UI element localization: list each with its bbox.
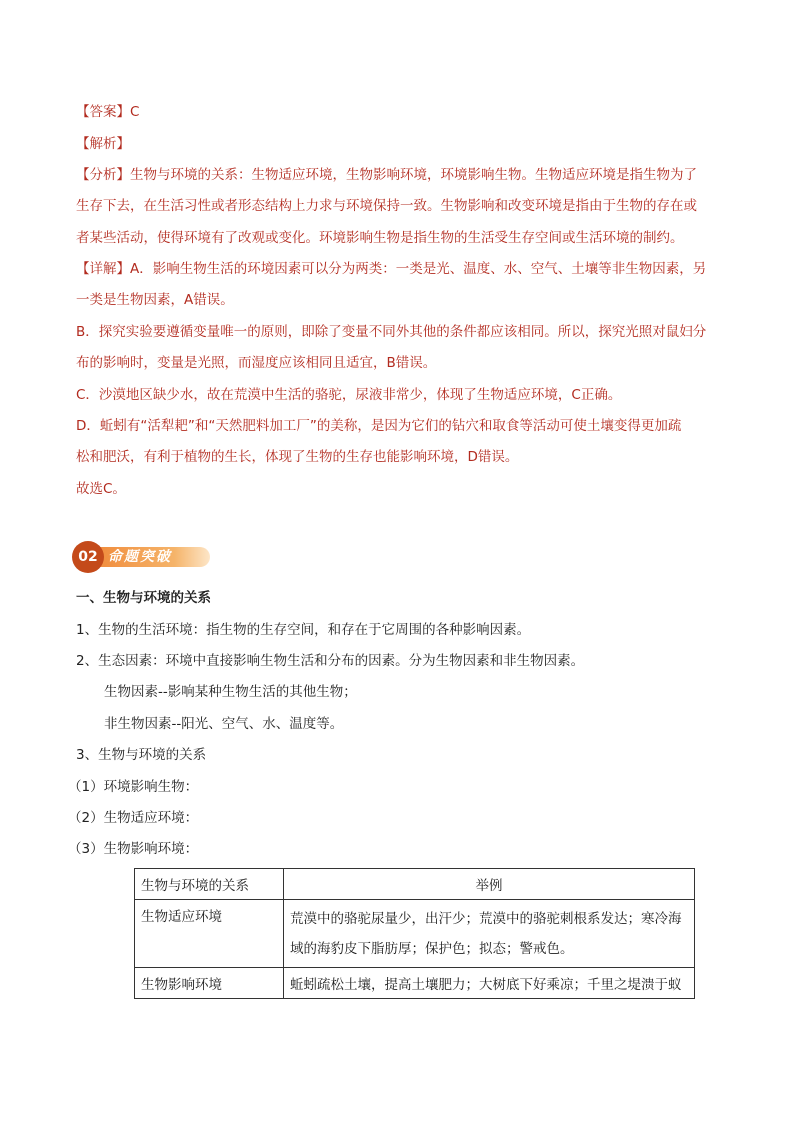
relationship-table <box>134 868 695 999</box>
xiangjie-line-6: D．蚯蚓有“活犁耙”和“天然肥料加工厂”的美称，是因为它们的钻穴和取食等活动可使土壤变得更加疏 <box>76 418 682 434</box>
xiangjie-text: A．影响生物生活的环境因素可以分为两类：一类是光、温度、水、空气、土壤等非生物因素，另 <box>130 261 707 277</box>
xiangjie-line-2: 一类是生物因素，A错误。 <box>76 292 234 308</box>
table-header-cell: 举例 <box>284 869 695 900</box>
section-item-5: 3、生物与环境的关系 <box>76 747 207 763</box>
section-item-2: 2、生态因素：环境中直接影响生物生活和分布的因素。分为生物因素和非生物因素。 <box>76 653 585 669</box>
xiangjie-line-3: B．探究实验要遵循变量唯一的原则，即除了变量不同外其他的条件都应该相同。所以，探究光照对鼠妇分 <box>76 324 707 340</box>
xiangjie-line-7: 松和肥沃，有利于植物的生长，体现了生物的生存也能影响环境，D错误。 <box>76 449 519 465</box>
section-item-8: （3）生物影响环境： <box>68 841 199 857</box>
section-item-4: 非生物因素--阳光、空气、水、温度等。 <box>104 716 344 732</box>
fenxi-line-1 <box>76 165 697 185</box>
xiangjie-line-4: 布的影响时，变量是光照，而湿度应该相同且适宜，B错误。 <box>76 355 437 371</box>
xiangjie-line-1 <box>76 259 706 279</box>
table-cell: 生物适应环境 <box>135 900 284 968</box>
table-cell: 荒漠中的骆驼尿量少，出汗少；荒漠中的骆驼刺根系发达；寒冷海域的海豹皮下脂肪厚；保护色；拟态；警戒色。 <box>284 900 695 968</box>
table-row <box>135 968 695 999</box>
xiangjie-line-8: 故选C。 <box>76 481 126 497</box>
table-row <box>135 900 695 968</box>
section-item-3: 生物因素--影响某种生物生活的其他生物； <box>104 684 357 700</box>
banner-number-badge: 02 <box>72 541 104 573</box>
section-heading: 一、生物与环境的关系 <box>76 590 211 606</box>
answer-line <box>76 102 139 122</box>
analysis-label: 【解析】 <box>76 136 130 152</box>
answer-value: C <box>130 104 140 120</box>
xiangjie-line-5: C．沙漠地区缺少水，故在荒漠中生活的骆驼，尿液非常少，体现了生物适应环境，C正确。 <box>76 387 622 403</box>
section-item-1: 1、生物的生活环境：指生物的生存空间，和存在于它周围的各种影响因素。 <box>76 622 531 638</box>
banner-title: 命题突破 <box>108 549 172 565</box>
fenxi-line-2: 生存下去，在生活习性或者形态结构上力求与环境保持一致。生物影响和改变环境是指由于生物的存在或 <box>76 198 697 214</box>
table-header-row <box>135 869 695 900</box>
section-item-7: （2）生物适应环境： <box>68 810 199 826</box>
section-item-6: （1）环境影响生物： <box>68 779 199 795</box>
answer-label: 【答案】 <box>76 104 130 120</box>
table-header-cell: 生物与环境的关系 <box>135 869 284 900</box>
table-cell: 蚯蚓疏松土壤，提高土壤肥力；大树底下好乘凉；千里之堤溃于蚁 <box>284 968 695 999</box>
section-banner <box>72 540 212 574</box>
fenxi-line-3: 者某些活动，使得环境有了改观或变化。环境影响生物是指生物的生活受生存空间或生活环境的制约。 <box>76 230 684 246</box>
table-cell: 生物影响环境 <box>135 968 284 999</box>
xiangjie-label: 【详解】 <box>76 261 130 277</box>
fenxi-label: 【分析】 <box>76 167 130 183</box>
fenxi-text: 生物与环境的关系：生物适应环境，生物影响环境，环境影响生物。生物适应环境是指生物为了 <box>130 167 697 183</box>
